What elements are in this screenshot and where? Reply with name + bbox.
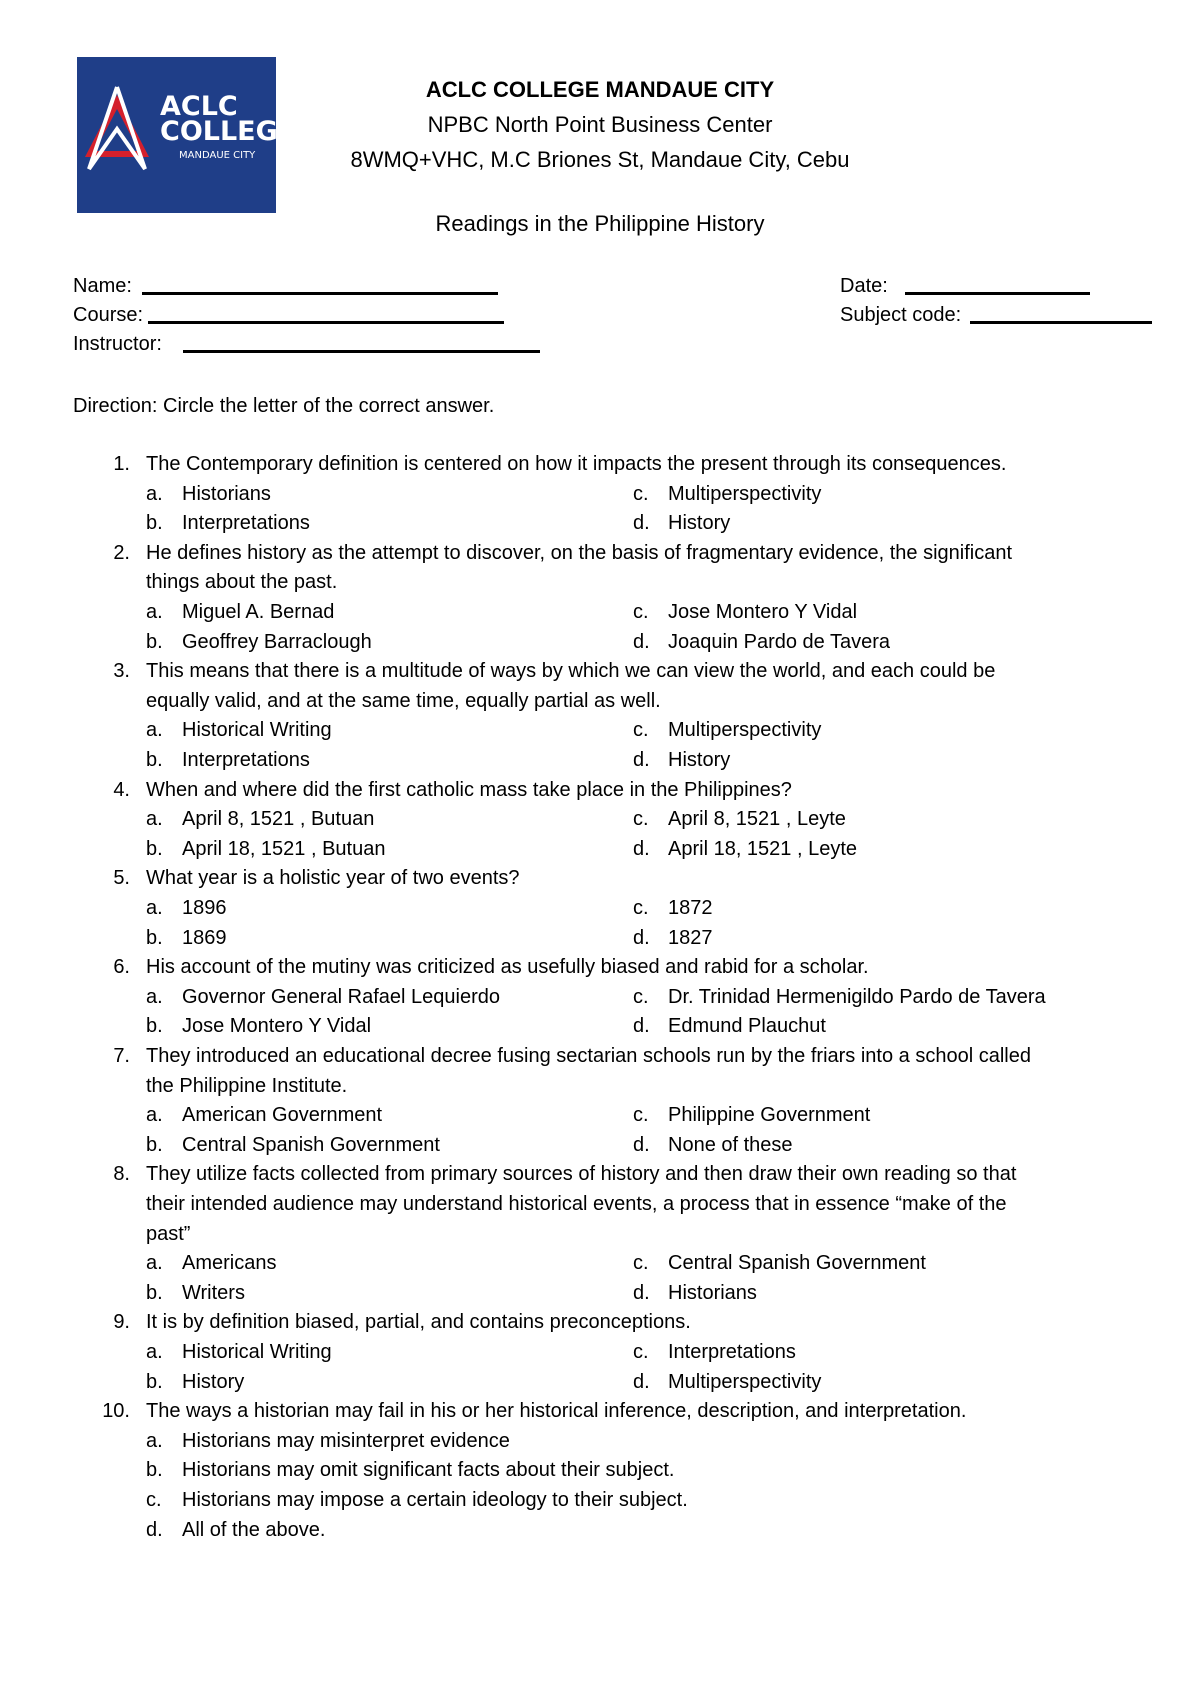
option-letter[interactable]: d. <box>633 1370 650 1393</box>
option-letter[interactable]: a. <box>146 482 163 505</box>
option-letter[interactable]: d. <box>633 1133 650 1156</box>
question-text: The ways a historian may fail in his or her historical inference, description, and interpretation. <box>146 1400 967 1423</box>
option-text: History <box>182 1370 245 1393</box>
option-text: All of the above. <box>182 1518 326 1541</box>
question-number: 10. <box>102 1400 130 1423</box>
option-text: Writers <box>182 1281 245 1304</box>
option-text: Edmund Plauchut <box>668 1015 826 1038</box>
option-letter[interactable]: a. <box>146 1104 163 1127</box>
logo-text-city: MANDAUE CITY <box>179 150 256 161</box>
option-text: Historical Writing <box>182 1341 332 1363</box>
option-text: Multiperspectivity <box>668 482 822 505</box>
option-text: Interpretations <box>668 1341 796 1363</box>
option-text: Central Spanish Government <box>668 1252 926 1275</box>
question-number: 3. <box>113 660 130 683</box>
option-letter[interactable]: a. <box>146 1429 163 1452</box>
option-text: History <box>668 749 731 771</box>
option-letter[interactable]: d. <box>146 1518 163 1541</box>
option-letter[interactable]: c. <box>633 1252 649 1275</box>
option-letter[interactable]: c. <box>633 985 649 1008</box>
option-letter[interactable]: b. <box>146 1459 163 1482</box>
direction-text: Direction: Circle the letter of the correct answer. <box>73 395 495 417</box>
option-text: Historians <box>668 1281 757 1304</box>
option-letter[interactable]: c. <box>633 482 649 505</box>
option-text: Historians may omit significant facts about their subject. <box>182 1459 675 1482</box>
option-letter[interactable]: c. <box>633 601 649 623</box>
name-label: Name: <box>73 275 132 297</box>
option-letter[interactable]: b. <box>146 630 163 653</box>
question-number: 2. <box>113 541 130 564</box>
option-letter[interactable]: b. <box>146 1370 163 1393</box>
option-letter[interactable]: b. <box>146 1281 163 1304</box>
option-letter[interactable]: c. <box>146 1489 162 1511</box>
option-letter[interactable]: d. <box>633 512 650 535</box>
option-letter[interactable]: d. <box>633 749 650 771</box>
option-text: None of these <box>668 1133 793 1156</box>
option-letter[interactable]: c. <box>633 1341 649 1363</box>
question-text: This means that there is a multitude of ways by which we can view the world, and each could be <box>146 660 996 683</box>
school-address: 8WMQ+VHC, M.C Briones St, Mandaue City, Cebu <box>350 147 850 172</box>
option-text: History <box>668 512 731 535</box>
option-text: Governor General Rafael Lequierdo <box>182 985 500 1008</box>
option-text: Philippine Government <box>668 1104 871 1127</box>
option-text: 1896 <box>182 897 227 919</box>
subject-code-label: Subject code: <box>840 304 962 326</box>
option-letter[interactable]: a. <box>146 897 163 919</box>
option-text: 1827 <box>668 926 713 949</box>
option-text: American Government <box>182 1104 383 1127</box>
question-text: What year is a holistic year of two events? <box>146 867 520 890</box>
option-letter[interactable]: d. <box>633 1281 650 1304</box>
course-field[interactable] <box>148 321 504 324</box>
question-text: When and where did the first catholic mass take place in the Philippines? <box>146 778 792 801</box>
option-letter[interactable]: b. <box>146 1133 163 1156</box>
option-text: Historians <box>182 482 271 505</box>
question-text: He defines history as the attempt to discover, on the basis of fragmentary evidence, the significant <box>146 541 1013 564</box>
question-text: His account of the mutiny was criticized as usefully biased and rabid for a scholar. <box>146 956 869 979</box>
question-number: 4. <box>113 778 130 801</box>
logo-text-aclc: ACLC <box>160 91 238 122</box>
date-field[interactable] <box>905 292 1090 295</box>
option-letter[interactable]: d. <box>633 630 650 653</box>
option-text: Interpretations <box>182 512 310 535</box>
option-text: April 18, 1521 , Leyte <box>668 837 858 860</box>
subject-code-field[interactable] <box>970 321 1152 324</box>
option-letter[interactable]: a. <box>146 1341 163 1363</box>
question-text: It is by definition biased, partial, and contains preconceptions. <box>146 1311 691 1334</box>
option-text: Historians may impose a certain ideology to their subject. <box>182 1489 688 1511</box>
option-text: 1872 <box>668 897 713 919</box>
option-letter[interactable]: b. <box>146 512 163 535</box>
question-number: 6. <box>113 956 130 979</box>
option-text: April 8, 1521 , Leyte <box>668 808 846 831</box>
option-text: Historical Writing <box>182 719 332 742</box>
option-text: 1869 <box>182 926 227 949</box>
option-letter[interactable]: b. <box>146 1015 163 1038</box>
option-letter[interactable]: b. <box>146 837 163 860</box>
option-letter[interactable]: a. <box>146 985 163 1008</box>
option-letter[interactable]: c. <box>633 719 649 742</box>
question-number: 9. <box>113 1311 130 1334</box>
question-number: 7. <box>113 1045 130 1067</box>
logo-text-college: COLLEGE <box>160 116 297 147</box>
subject-title: Readings in the Philippine History <box>435 211 765 236</box>
question-text: The Contemporary definition is centered on how it impacts the present through its consequences. <box>146 453 1007 475</box>
name-field[interactable] <box>142 292 498 295</box>
option-text: Miguel A. Bernad <box>182 601 335 623</box>
option-letter[interactable]: c. <box>633 1104 649 1127</box>
instructor-field[interactable] <box>183 350 540 353</box>
option-text: Americans <box>182 1252 277 1275</box>
option-text: Jose Montero Y Vidal <box>668 601 858 623</box>
building-name: NPBC North Point Business Center <box>427 112 773 137</box>
option-text: Historians may misinterpret evidence <box>182 1429 510 1452</box>
option-text: Jose Montero Y Vidal <box>182 1015 372 1038</box>
option-text: Joaquin Pardo de Tavera <box>668 630 891 653</box>
question-text: the Philippine Institute. <box>146 1074 348 1097</box>
school-name: ACLC COLLEGE MANDAUE CITY <box>425 77 775 102</box>
date-label: Date: <box>840 275 888 297</box>
option-text: April 8, 1521 , Butuan <box>182 808 375 831</box>
question-number: 8. <box>113 1163 130 1186</box>
option-letter[interactable]: d. <box>633 837 650 860</box>
option-letter[interactable]: a. <box>146 719 163 742</box>
option-text: April 18, 1521 , Butuan <box>182 837 386 860</box>
option-letter[interactable]: d. <box>633 926 650 949</box>
question-text: equally valid, and at the same time, equally partial as well. <box>146 689 661 712</box>
question-text: They utilize facts collected from primary sources of history and then draw their own reading so that <box>146 1163 1017 1186</box>
option-text: Geoffrey Barraclough <box>182 630 372 653</box>
question-number: 5. <box>113 867 130 890</box>
instructor-label: Instructor: <box>73 333 162 355</box>
question-text: their intended audience may understand historical events, a process that in essence “make of the <box>146 1193 1007 1215</box>
option-text: Central Spanish Government <box>182 1133 440 1156</box>
option-letter[interactable]: b. <box>146 926 163 949</box>
course-label: Course: <box>73 304 144 326</box>
question-text: things about the past. <box>146 571 338 594</box>
option-text: Interpretations <box>182 749 310 771</box>
option-letter[interactable]: b. <box>146 749 163 771</box>
option-text: Multiperspectivity <box>668 719 822 742</box>
option-letter[interactable]: a. <box>146 1252 163 1275</box>
question-text: past” <box>146 1222 191 1245</box>
option-text: Dr. Trinidad Hermenigildo Pardo de Tavera <box>668 985 1046 1008</box>
option-letter[interactable]: c. <box>633 808 649 831</box>
option-text: Multiperspectivity <box>668 1370 822 1393</box>
option-letter[interactable]: c. <box>633 897 649 919</box>
option-letter[interactable]: a. <box>146 601 163 623</box>
option-letter[interactable]: a. <box>146 808 163 831</box>
question-text: They introduced an educational decree fusing sectarian schools run by the friars into a school called <box>146 1045 1031 1067</box>
question-number: 1. <box>113 453 130 475</box>
option-letter[interactable]: d. <box>633 1015 650 1038</box>
